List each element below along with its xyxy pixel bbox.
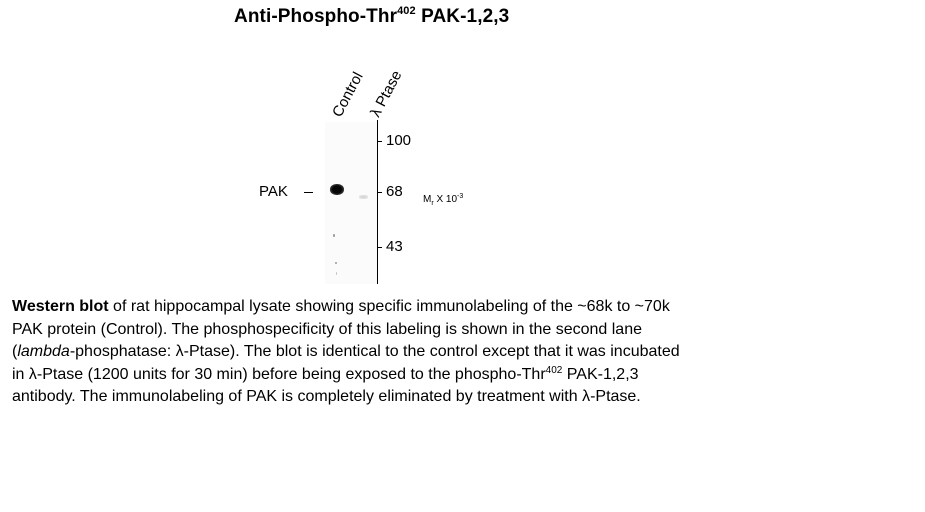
caption-bold-lead: Western blot [12, 298, 109, 315]
caption-line-5: antibody. The immunolabeling of PAK is completely eliminated by treatment with λ-Ptase. [12, 388, 641, 405]
lane-label-ptase: λ Ptase [367, 67, 406, 120]
caption-line-4 [12, 364, 772, 387]
title-suffix: PAK-1,2,3 [415, 6, 510, 27]
mw-unit-main: M [423, 194, 432, 205]
pak-band-control [330, 184, 344, 195]
marker-100: 100 [386, 132, 412, 149]
caption-line3-open: ( [12, 343, 18, 360]
caption-line-3 [12, 341, 772, 364]
mw-unit-mid: X 10 [433, 194, 458, 205]
caption-line4-sup: 402 [545, 364, 563, 376]
marker-tick [378, 247, 382, 248]
title-prefix: Anti-Phospho-Thr [234, 6, 398, 27]
pak-band-ptase [359, 195, 368, 199]
caption-line3-rest: -phosphatase: λ-Ptase). The blot is identical to the control except that it was incubated [69, 343, 680, 360]
caption-line1-rest: of rat hippocampal lysate showing specific immunolabeling of the ~68k to ~70k [108, 298, 670, 315]
marker-tick [378, 192, 382, 193]
marker-43: 43 [386, 238, 403, 255]
caption-italic-lambda: lambda [17, 343, 70, 360]
lane-label-control: Control [329, 69, 367, 120]
title-superscript: 402 [397, 5, 416, 17]
protein-label-dash [304, 192, 313, 193]
blot-speck [333, 234, 335, 237]
blot-image [325, 122, 377, 284]
marker-axis-line [377, 120, 378, 284]
caption-line4-post: PAK-1,2,3 [562, 365, 639, 383]
blot-speck [335, 262, 337, 264]
protein-label-pak: PAK [259, 183, 288, 200]
caption-line-2: PAK protein (Control). The phosphospecificity of this labeling is shown in the second lane [12, 320, 642, 338]
molecular-weight-unit [423, 194, 463, 205]
mw-unit-exp: -3 [457, 193, 464, 200]
caption-line-1 [12, 296, 772, 319]
marker-68: 68 [386, 183, 403, 200]
mw-unit-sub: r [431, 200, 434, 207]
blot-speck [336, 272, 337, 275]
figure-caption [12, 296, 772, 409]
caption-line4-pre: in λ-Ptase (1200 units for 30 min) before being exposed to the phospho-Thr [12, 365, 546, 383]
marker-tick [378, 141, 382, 142]
